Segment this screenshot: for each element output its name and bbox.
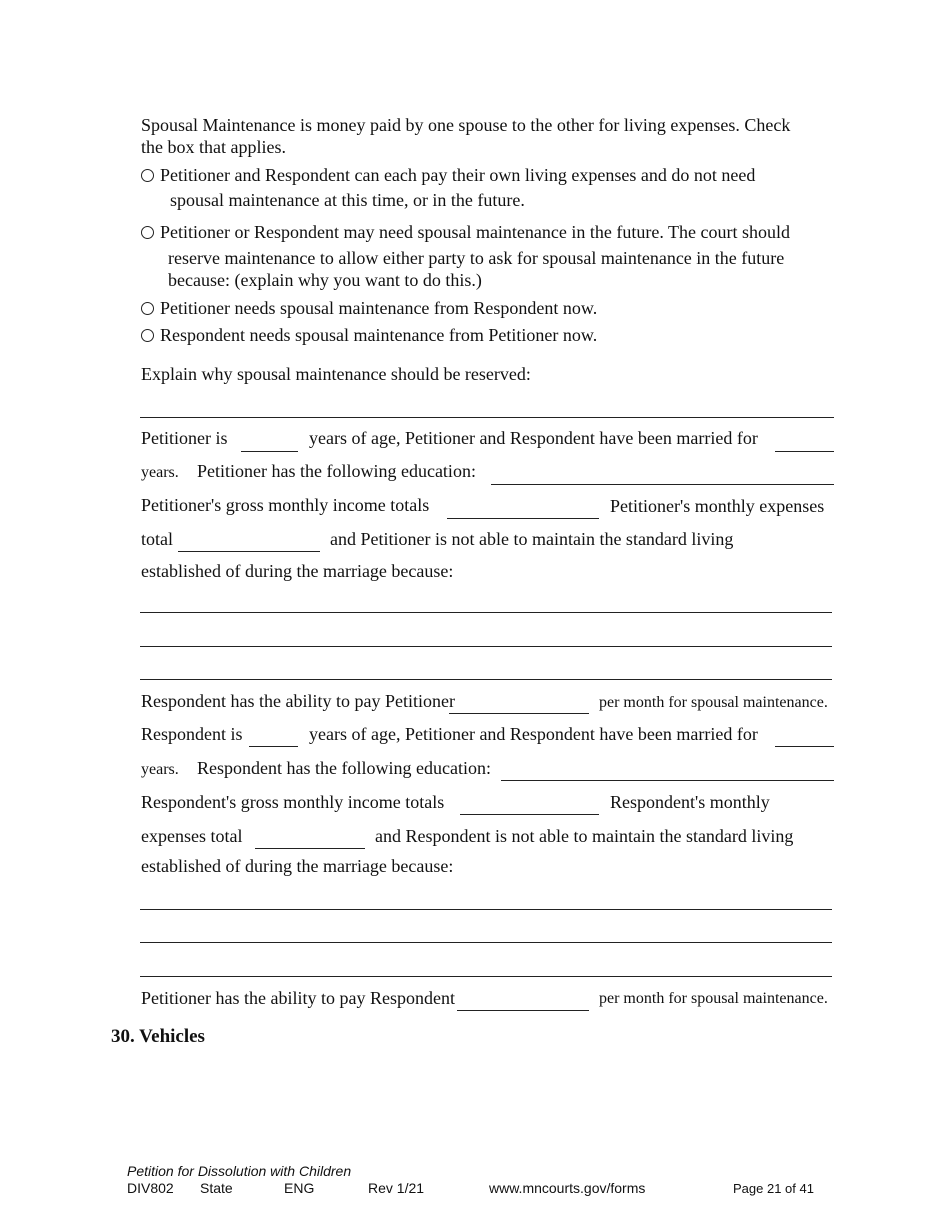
respondent-expenses-label: Respondent's monthly bbox=[610, 792, 770, 812]
petitioner-ability-suffix: per month for spousal maintenance. bbox=[599, 990, 828, 1007]
respondent-education-field[interactable] bbox=[501, 780, 834, 781]
petitioner-income-label: Petitioner's gross monthly income totals bbox=[141, 495, 430, 515]
petitioner-age-label: Petitioner is bbox=[141, 428, 228, 448]
petitioner-married-years-field[interactable] bbox=[775, 451, 834, 452]
option-own-expenses-text-1: Petitioner and Respondent can each pay their own living expenses and do not need bbox=[160, 165, 756, 185]
option-reserve[interactable] bbox=[141, 221, 790, 243]
option-respondent-needs[interactable] bbox=[141, 324, 597, 346]
petitioner-reason-line-1[interactable] bbox=[140, 612, 832, 613]
petitioner-education-field[interactable] bbox=[491, 484, 834, 485]
radio-petitioner-needs[interactable] bbox=[141, 302, 154, 315]
intro-line-2: the box that applies. bbox=[141, 137, 286, 157]
petitioner-total-label: total bbox=[141, 529, 173, 549]
petitioner-ability-label: Petitioner has the ability to pay Respondent bbox=[141, 988, 455, 1008]
footer-lang: ENG bbox=[284, 1180, 315, 1196]
option-reserve-text-3: because: (explain why you want to do this.) bbox=[168, 270, 482, 290]
footer-state: State bbox=[200, 1180, 233, 1196]
respondent-ability-amount-field[interactable] bbox=[449, 713, 589, 714]
respondent-not-able: and Respondent is not able to maintain the standard living bbox=[375, 826, 794, 846]
respondent-years-label: years. bbox=[141, 761, 179, 778]
petitioner-reason-line-2[interactable] bbox=[140, 646, 832, 647]
petitioner-age-field[interactable] bbox=[241, 451, 298, 452]
petitioner-years-label: years. bbox=[141, 464, 179, 481]
petitioner-established: established of during the marriage because: bbox=[141, 561, 454, 581]
respondent-married-years-field[interactable] bbox=[775, 746, 834, 747]
option-reserve-text-2: reserve maintenance to allow either party to ask for spousal maintenance in the future bbox=[168, 248, 785, 268]
intro-line-1: Spousal Maintenance is money paid by one spouse to the other for living expenses. Check bbox=[141, 115, 791, 135]
respondent-ability-label: Respondent has the ability to pay Petitioner bbox=[141, 691, 455, 711]
explain-reserved-field[interactable] bbox=[140, 417, 834, 418]
option-respondent-needs-text: Respondent needs spousal maintenance from Petitioner now. bbox=[160, 325, 598, 345]
petitioner-ability-amount-field[interactable] bbox=[457, 1010, 589, 1011]
respondent-reason-line-2[interactable] bbox=[140, 942, 832, 943]
respondent-age-label: Respondent is bbox=[141, 724, 243, 744]
footer-url[interactable]: www.mncourts.gov/forms bbox=[489, 1180, 646, 1196]
petitioner-education-label: Petitioner has the following education: bbox=[197, 461, 476, 481]
footer-form-title: Petition for Dissolution with Children bbox=[127, 1163, 352, 1179]
respondent-expenses-field[interactable] bbox=[255, 848, 365, 849]
radio-reserve[interactable] bbox=[141, 226, 154, 239]
respondent-total-label: expenses total bbox=[141, 826, 243, 846]
option-petitioner-needs-text: Petitioner needs spousal maintenance from Respondent now. bbox=[160, 298, 598, 318]
petitioner-not-able: and Petitioner is not able to maintain the standard living bbox=[330, 529, 734, 549]
section-heading-vehicles: 30. Vehicles bbox=[111, 1026, 205, 1047]
respondent-reason-line-3[interactable] bbox=[140, 976, 832, 977]
radio-own-expenses[interactable] bbox=[141, 169, 154, 182]
respondent-income-field[interactable] bbox=[460, 814, 599, 815]
respondent-established: established of during the marriage because: bbox=[141, 856, 454, 876]
respondent-age-field[interactable] bbox=[249, 746, 298, 747]
option-own-expenses-text-2: spousal maintenance at this time, or in the future. bbox=[170, 190, 525, 210]
petitioner-expenses-field[interactable] bbox=[178, 551, 320, 552]
radio-respondent-needs[interactable] bbox=[141, 329, 154, 342]
petitioner-reason-line-3[interactable] bbox=[140, 679, 832, 680]
option-reserve-text-1: Petitioner or Respondent may need spousal maintenance in the future. The court should bbox=[160, 222, 791, 242]
option-petitioner-needs[interactable] bbox=[141, 297, 597, 319]
footer-rev: Rev 1/21 bbox=[368, 1180, 425, 1196]
option-own-expenses[interactable] bbox=[141, 164, 755, 186]
explain-reserved-label: Explain why spousal maintenance should be reserved: bbox=[141, 364, 531, 384]
respondent-income-label: Respondent's gross monthly income totals bbox=[141, 792, 445, 812]
footer-form-code: DIV802 bbox=[127, 1180, 174, 1196]
petitioner-income-field[interactable] bbox=[447, 518, 599, 519]
footer-page-number: Page 21 of 41 bbox=[733, 1181, 814, 1196]
respondent-reason-line-1[interactable] bbox=[140, 909, 832, 910]
petitioner-expenses-label: Petitioner's monthly expenses bbox=[610, 496, 825, 516]
respondent-education-label: Respondent has the following education: bbox=[197, 758, 491, 778]
petitioner-age-mid: years of age, Petitioner and Respondent have been married for bbox=[309, 428, 758, 448]
respondent-ability-suffix: per month for spousal maintenance. bbox=[599, 694, 828, 711]
respondent-age-mid: years of age, Petitioner and Respondent have been married for bbox=[309, 724, 758, 744]
